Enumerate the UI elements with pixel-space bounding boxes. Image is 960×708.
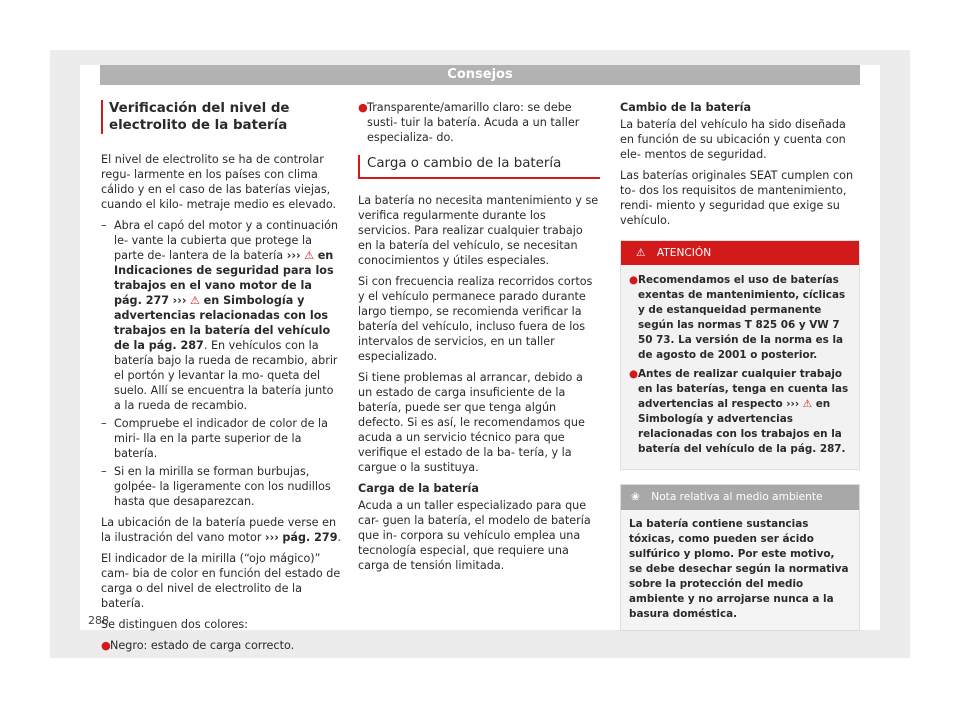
- reference-link-287[interactable]: en Simbología y advertencias relacionadas con los trabajos en la batería del vehículo de la pág. 287: [114, 294, 331, 352]
- reference-link-287[interactable]: en Simbología y advertencias relacionadas con los trabajos en la batería del vehículo de la pág. 287.: [638, 398, 846, 455]
- warning-icon: ⚠: [304, 249, 315, 262]
- section-header: Consejos: [100, 65, 860, 85]
- bullet-transparent: ● Transparente/amarillo claro: se debe susti- tuir la batería. Acuda a un taller especializa- do.: [358, 101, 580, 144]
- bullet-dot-icon: ●: [358, 101, 368, 114]
- bullet-dot-icon: ●: [629, 274, 639, 286]
- column-1: [101, 100, 342, 657]
- step-2: – Compruebe el indicador de color de la miri- lla en la parte superior de la batería.: [101, 416, 342, 461]
- warning-icon: ⚠: [636, 247, 646, 259]
- warning-icon: ⚠: [190, 294, 201, 307]
- sub-heading-charge: Carga de la batería: [358, 482, 479, 495]
- reference-arrows: ›››: [286, 249, 301, 262]
- charge-paragraph: Acuda a un taller especializado para que car- guen la batería, el modelo de batería que in- corpora su vehículo emplea una tecnología especial, que requiere una carga de tensión limitada.: [358, 499, 591, 572]
- environment-body: La batería contiene sustancias tóxicas, como pueden ser ácido sulfúrico y plomo. Por este motivo, se debe desechar según la normativa sobre la protección del medio ambiente y no arrojarse nunca a la basura doméstica.: [629, 518, 849, 620]
- sub-heading-replace: Cambio de la batería: [620, 101, 752, 114]
- reference-arrows: ›››: [786, 398, 800, 410]
- leaf-icon: ❀: [631, 491, 640, 503]
- step-1: – Abra el capó del motor y a continuación le- vante la cubierta que protege la parte de- lantera de la batería ››› ⚠ en Indicaciones de seguridad para los trabajos en el vano motor de la pág. 277 ››› ⚠ en Simbología y advertencias relacionadas con los trabajos en la batería del vehículo de la pág. 287. En vehículos con la batería bajo la rueda de recambio, abrir el portón y levantar la mo- queta del suelo. Allí se encuentra la batería junto a la rueda de recambio.: [101, 218, 342, 413]
- reference-arrows: ›››: [265, 531, 279, 544]
- original-batteries-paragraph: Las baterías originales SEAT cumplen con to- dos los requisitos de mantenimiento, rendi- miento y seguridad que exige su vehículo.: [620, 169, 854, 227]
- warning-icon: ⚠: [802, 398, 813, 410]
- attention-header: [621, 241, 859, 265]
- section-heading-charge: Carga o cambio de la batería: [358, 155, 600, 179]
- environment-title: Nota relativa al medio ambiente: [651, 491, 823, 503]
- start-problems-paragraph: Si tiene problemas al arrancar, debido a un estado de carga insuficiente de la batería, puede ser que tenga algún defecto. Si es así, le recomendamos que acuda a un servicio técnico para que verifique el estado de la ba- tería, y la cargue o la sustituya.: [358, 371, 585, 474]
- reference-arrows: ›››: [172, 294, 187, 307]
- attention-title: ATENCIÓN: [656, 247, 712, 259]
- page-number: 288: [88, 614, 109, 627]
- reference-link-277[interactable]: en Indicaciones de seguridad para los trabajos en el vano motor de la pág. 277: [114, 249, 334, 307]
- environment-box: [620, 484, 860, 631]
- environment-header: [621, 485, 859, 510]
- location-paragraph: La ubicación de la batería puede verse en la ilustración del vano motor ››› pág. 279.: [101, 516, 342, 544]
- bullet-black: ● Negro: estado de carga correcto.: [101, 639, 295, 652]
- indicator-paragraph: El indicador de la mirilla (“ojo mágico)” cam- bia de color en función del estado de carga o del nivel de electrolito de la batería.: [101, 552, 341, 610]
- attention-body: [621, 265, 859, 469]
- bullet-dot-icon: ●: [629, 368, 639, 380]
- attention-item-1: ● Recomendamos el uso de baterías exentas de mantenimiento, cíclicas y de estanqueidad permanente según las normas T 825 06 y VW 7 50 73. La versión de la norma es la de agosto de 2001 o posterior.: [629, 274, 846, 361]
- column-2: [358, 100, 600, 579]
- attention-item-2: ● Antes de realizar cualquier trabajo en las baterías, tenga en cuenta las advertencias al respecto ››› ⚠ en Simbología y advertencias relacionadas con los trabajos en la batería del vehículo de la pág. 287.: [629, 368, 849, 455]
- short-trips-paragraph: Si con frecuencia realiza recorridos cortos y el vehículo permanece parado durante largo tiempo, se recomienda verificar la batería del vehículo, incluso fuera de los intervalos de servicios, en un taller especializado.: [358, 275, 593, 363]
- step-3: – Si en la mirilla se forman burbujas, golpée- la ligeramente con los nudillos hasta que desaparezcan.: [101, 464, 342, 509]
- intro-paragraph: El nivel de electrolito se ha de controlar regu- larmente en los países con clima cálido y en el caso de las baterías viejas, cuando el kilo- metraje medio es elevado.: [101, 153, 337, 211]
- colors-paragraph: Se distinguen dos colores:: [101, 618, 248, 631]
- design-paragraph: La batería del vehículo ha sido diseñada en función de su ubicación y cuenta con ele- mentos de seguridad.: [620, 118, 846, 161]
- bullet-dot-icon: ●: [101, 639, 111, 652]
- attention-box: [620, 240, 860, 470]
- maintenance-paragraph: La batería no necesita mantenimiento y se verifica regularmente durante los servicios. Para realizar cualquier trabajo en la batería del vehículo, se necesitan conocimientos y útiles especiales.: [358, 194, 599, 267]
- section-heading-electrolyte: Verificación del nivel de electrolito de la batería: [101, 100, 342, 134]
- reference-link-279[interactable]: pág. 279: [282, 531, 338, 544]
- step-1-note: En vehículos con la batería bajo la rueda de recambio, abrir el portón y levantar la mo- queta del suelo. Allí se encuentra la batería junto a la rueda de recambio.: [114, 339, 338, 412]
- column-3: [620, 100, 860, 631]
